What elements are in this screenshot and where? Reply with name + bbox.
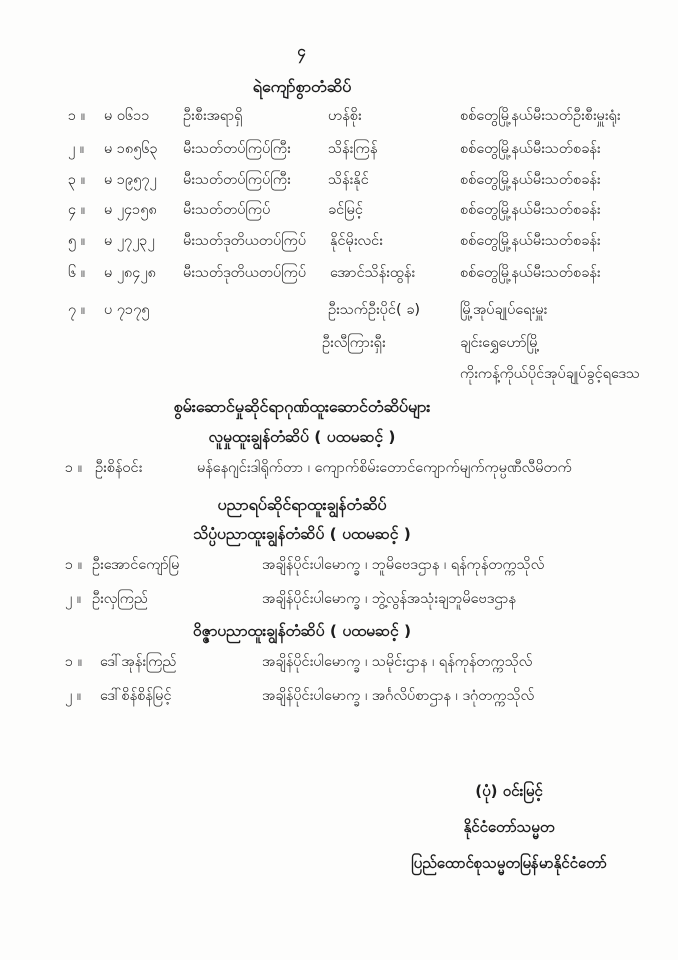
unit: ချင်းရွှေဟော်မြို့ — [460, 335, 540, 351]
person-name: ဦးသက်ဦးပိုင်( ခ) — [328, 302, 421, 318]
person-name: နိုင်မိုးလင်း — [330, 233, 383, 249]
subsection-title-science: သိပ္ပံပညာထူးချွန်တံဆိပ် ( ပထမဆင့် ) — [193, 525, 411, 543]
signature-block — [309, 782, 678, 890]
person-name: ဒေါ်စိန်စိန်မြင့် — [100, 688, 172, 704]
position-description: အချိန်ပိုင်းပါမောက္ခ ၊ အင်္ဂလိပ်စာဌာန ၊ ဒဂုံတက္ကသိုလ် — [262, 688, 535, 704]
medal-table-row — [0, 139, 678, 166]
unit: စစ်တွေမြို့နယ်မီးသတ်ဦးစီးမှူးရုံး — [460, 108, 621, 124]
signature-title: နိုင်ငံတော်သမ္မတ — [463, 818, 555, 836]
row-number: ၇ ။ — [68, 302, 86, 318]
honor-row — [0, 686, 678, 713]
unit: ကိုးကန့်ကိုယ်ပိုင်အုပ်ချုပ်ခွင့်ရဒေသ — [460, 366, 640, 382]
person-name: သိန်းနိုင် — [328, 172, 369, 188]
unit: စစ်တွေမြို့နယ်မီးသတ်စခန်း — [460, 233, 601, 249]
row-number: ၅ ။ — [68, 233, 86, 249]
signature-name: (ပုံ) ဝင်းမြင့် — [475, 782, 543, 800]
row-number: ၂ ။ — [65, 591, 82, 607]
position-description: မန်နေဂျင်းဒါရိုက်တာ ၊ ကျောက်စိမ်းတောင်ကျောက်မျက်ကုမ္ပဏီလီမိတက် — [197, 460, 572, 476]
row-number: ၁ ။ — [68, 108, 86, 124]
rank: မီးသတ်တပ်ကြပ် — [183, 202, 271, 218]
row-number: ၂ ။ — [68, 141, 85, 157]
unit: မြို့အုပ်ချုပ်ရေးမှူး — [460, 302, 548, 318]
signature-country: ပြည်ထောင်စုသမ္မတမြန်မာနိုင်ငံတော် — [411, 854, 607, 872]
unit: စစ်တွေမြို့နယ်မီးသတ်စခန်း — [460, 265, 601, 281]
service-id: မ ၂၄၁၅၈ — [104, 202, 157, 218]
rank: ဦးစီးအရာရှိ — [183, 108, 243, 124]
unit: စစ်တွေမြို့နယ်မီးသတ်စခန်း — [460, 172, 601, 188]
section-title-yekyawswa: ရဲကျော်စွာတံဆိပ် — [252, 77, 352, 96]
person-name: ဒေါ်အုန်းကြည် — [100, 654, 177, 670]
medal-table-row — [0, 200, 678, 227]
person-name: ဦးလှကြည် — [92, 591, 148, 607]
rank: မီးသတ်တပ်ကြပ်ကြီး — [183, 141, 291, 157]
service-id: ပ ၇၁၇၅ — [104, 302, 150, 318]
medal-table-row — [0, 300, 678, 327]
person-name: ခင်မြင့် — [328, 202, 363, 218]
service-id: မ ၂၈၄၂၈ — [104, 265, 156, 281]
person-name: ဦးလီကြားရှီး — [322, 335, 386, 351]
position-description: အချိန်ပိုင်းပါမောက္ခ ၊ ဘူမိဗေဒဌာန ၊ ရန်ကုန်တက္ကသိုလ် — [262, 557, 545, 573]
row-number: ၃ ။ — [68, 172, 86, 188]
row-number: ၁ ။ — [65, 654, 83, 670]
unit: စစ်တွေမြို့နယ်မီးသတ်စခန်း — [460, 202, 601, 218]
section-title-performance: စွမ်းဆောင်မှုဆိုင်ရာဂုဏ်ထူးဆောင်တံဆိပ်များ — [173, 397, 431, 416]
service-id: မ ၁၉၅၇၂ — [104, 172, 157, 188]
medal-table-row-continuation — [0, 364, 678, 391]
row-number: ၂ ။ — [65, 688, 82, 704]
person-name: ဟန်စိုး — [328, 108, 362, 124]
service-id: မ ၁၈၅၆၃ — [104, 141, 158, 157]
subsection-title-social: လူမှုထူးချွန်တံဆိပ် ( ပထမဆင့် ) — [208, 428, 396, 446]
subsection-title-arts: ဝိဇ္ဇာပညာထူးချွန်တံဆိပ် ( ပထမဆင့် ) — [192, 622, 412, 640]
person-name: အောင်သိန်းထွန်း — [330, 265, 416, 281]
medal-table-row — [0, 106, 678, 133]
medal-table-row — [0, 170, 678, 197]
section-title-academic: ပညာရပ်ဆိုင်ရာထူးချွန်တံဆိပ် — [217, 495, 387, 514]
page-number: ၄ — [297, 42, 307, 60]
unit: စစ်တွေမြို့နယ်မီးသတ်စခန်း — [460, 141, 601, 157]
row-number: ၁ ။ — [65, 460, 83, 476]
service-id: မ ၀၆၁၁ — [104, 108, 150, 124]
medal-table-row — [0, 263, 678, 290]
position-description: အချိန်ပိုင်းပါမောက္ခ ၊ ဘွဲ့လွန်အသုံးချဘူမိဗေဒဌာန — [262, 591, 516, 607]
position-description: အချိန်ပိုင်းပါမောက္ခ ၊ သမိုင်းဌာန ၊ ရန်ကုန်တက္ကသိုလ် — [262, 654, 533, 670]
medal-table-row — [0, 231, 678, 258]
person-name: ဦးစိန်ဝင်း — [95, 460, 143, 476]
rank: မီးသတ်ဒုတိယတပ်ကြပ် — [183, 233, 307, 249]
person-name: ဦးအောင်ကျော်မြ — [92, 557, 180, 573]
rank: မီးသတ်တပ်ကြပ်ကြီး — [183, 172, 291, 188]
honor-row — [0, 589, 678, 616]
rank: မီးသတ်ဒုတိယတပ်ကြပ် — [183, 265, 307, 281]
honor-row — [0, 652, 678, 679]
honor-row — [0, 555, 678, 582]
row-number: ၁ ။ — [65, 557, 83, 573]
person-name: သိန်းကြန် — [328, 141, 378, 157]
row-number: ၄ ။ — [68, 202, 86, 218]
service-id: မ ၂၇၂၃၂ — [104, 233, 155, 249]
row-number: ၆ ။ — [68, 265, 86, 281]
honor-row — [0, 458, 678, 485]
medal-table-row-continuation — [0, 333, 678, 360]
